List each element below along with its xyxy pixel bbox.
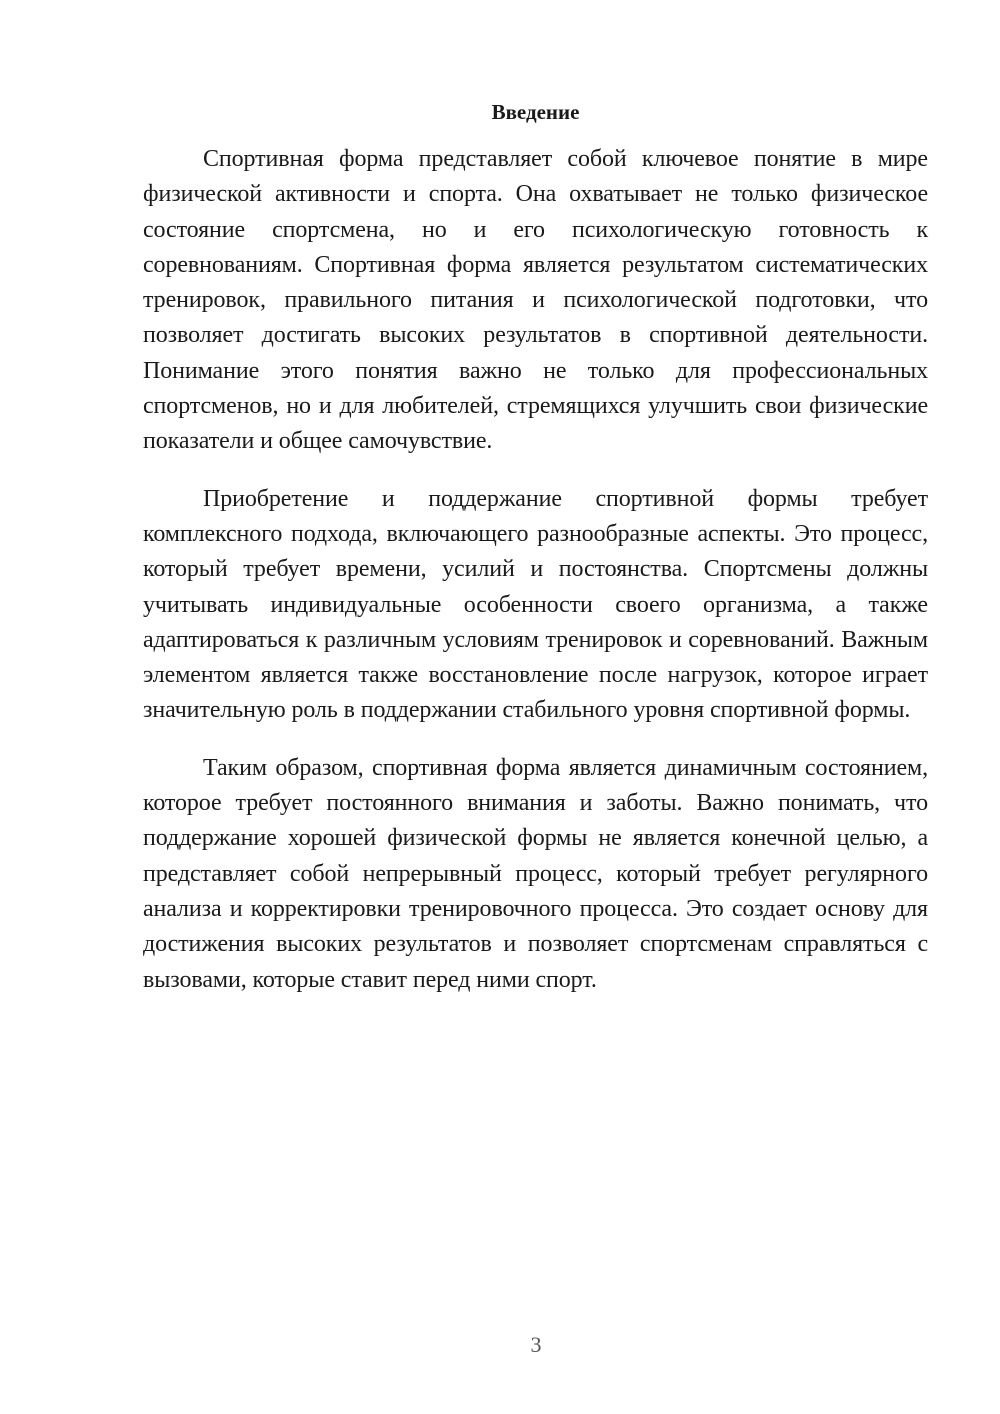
paragraph: Таким образом, спортивная форма является динамичным состоянием, которое требует постоянного внимания и заботы. Важно понимать, что поддержание хорошей физической формы не является конечной целью, а представляет собой непрерывный процесс, который требует регулярного анализа и корректировки тренировочного процесса. Это создает основу для достижения высоких результатов и позволяет спортсменам справляться с вызовами, которые ставит перед ними спорт. xyxy=(143,754,928,993)
section-title: Введение xyxy=(491,100,580,124)
page-content xyxy=(143,98,928,998)
paragraph: Приобретение и поддержание спортивной формы требует комплексного подхода, включающего разнообразные аспекты. Это процесс, который требует времени, усилий и постоянства. Спортсмены должны учитывать индивидуальные особенности своего организма, а также адаптироваться к различным условиям тренировок и соревнований. Важным элементом является также восстановление после нагрузок, которое играет значительную роль в поддержании стабильного уровня спортивной формы. xyxy=(143,485,928,724)
paragraph: Спортивная форма представляет собой ключевое понятие в мире физической активности и спорта. Она охватывает не только физическое состояние спортсмена, но и его психологическую готовность к соревнованиям. Спортивная форма является результатом систематических тренировок, правильного питания и психологической подготовки, что позволяет достигать высоких результатов в спортивной деятельности. Понимание этого понятия важно не только для профессиональных спортсменов, но и для любителей, стремящихся улучшить свои физические показатели и общее самочувствие. xyxy=(143,146,928,455)
page-number: 3 xyxy=(530,1332,542,1357)
